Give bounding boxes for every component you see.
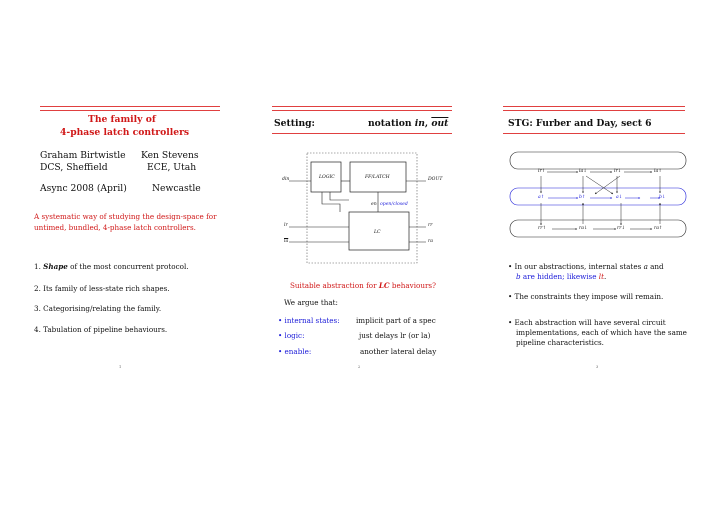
bullet-text: another lateral delay (360, 347, 437, 356)
list-item: 3. Categorising/relating the family. (34, 304, 162, 313)
stg-node: b↑ (579, 195, 586, 200)
stg-node: lr↓ (614, 169, 622, 174)
open-closed-label: open/closed (380, 202, 408, 207)
list-item: 4. Tabulation of pipeline behaviours. (34, 325, 168, 334)
din-label: din (282, 177, 290, 182)
fflatch-label: FF/LATCH (365, 175, 390, 180)
slide-1-title-line2: 4-phase latch controllers (60, 127, 190, 138)
lr-label: lr (284, 223, 288, 228)
dout-label: DOUT (428, 177, 443, 182)
top-cycle (510, 152, 686, 169)
stg-node: ra↓ (579, 226, 588, 231)
en-label: en (371, 202, 377, 207)
summary: A systematic way of studying the design-space for untimed, bundled, 4-phase latch controllers. (34, 212, 217, 232)
stg-node: rr↑ (538, 226, 547, 231)
place: Newcastle (152, 183, 201, 194)
page-number: 3 (596, 365, 599, 369)
bullet-label: • logic: (278, 331, 305, 340)
la-label: $\overline{la}$ (284, 239, 289, 244)
bullet-label: • enable: (278, 347, 312, 356)
stg-node: la↓ (579, 169, 588, 174)
bullet-label: • internal states: (278, 316, 340, 325)
author1-name: Graham Birtwistle (40, 150, 126, 161)
stg-node: lr↑ (538, 169, 546, 174)
bullet-text: just delays lr (or la) (359, 331, 431, 340)
argue-line: We argue that: (284, 298, 338, 307)
bullet-2: • The constraints they impose will remain. (508, 292, 664, 301)
stg-node: a↑ (538, 195, 545, 200)
bullet-1-line1: • In our abstractions, internal states a and (508, 262, 664, 271)
event: Async 2008 (April) (40, 183, 127, 194)
page-number: 1 (119, 365, 122, 369)
stg-node: b↓ (659, 195, 666, 200)
stg-node: a↓ (616, 195, 623, 200)
list-item: 2. Its family of less-state rich shapes. (34, 284, 170, 293)
lc-label: LC (374, 230, 381, 235)
bullet-text: implicit part of a spec (356, 316, 436, 325)
slide-2-notation: notation in, $\overline{out}$ (368, 118, 449, 129)
author2-name: Ken Stevens (141, 150, 199, 161)
list-item: 1. Shape of the most concurrent protocol. (34, 262, 189, 271)
author2-affiliation: ECE, Utah (147, 162, 197, 173)
slide-2-title: Setting: (274, 118, 315, 129)
logic-label: LOGIC (319, 175, 335, 180)
bullet-3: • Each abstraction will have several circuit implementations, each of which have the same pipeline characteristics. (508, 318, 687, 347)
ra-label: ra (428, 239, 433, 244)
bullet-1-line2: b are hidden; likewise lt. (516, 272, 607, 281)
stg-node: la↑ (654, 169, 663, 174)
abstraction-question: Suitable abstraction for LC behaviours? (290, 281, 436, 290)
stg-node: ra↑ (654, 226, 663, 231)
page-number: 2 (358, 365, 361, 369)
rr-label: rr (428, 223, 433, 228)
author1-affiliation: DCS, Sheffield (40, 162, 108, 173)
slide-3-title: STG: Furber and Day, sect 6 (508, 118, 652, 129)
slide-1-title-line1: The family of (88, 114, 156, 125)
stg-node: rr↓ (617, 226, 626, 231)
